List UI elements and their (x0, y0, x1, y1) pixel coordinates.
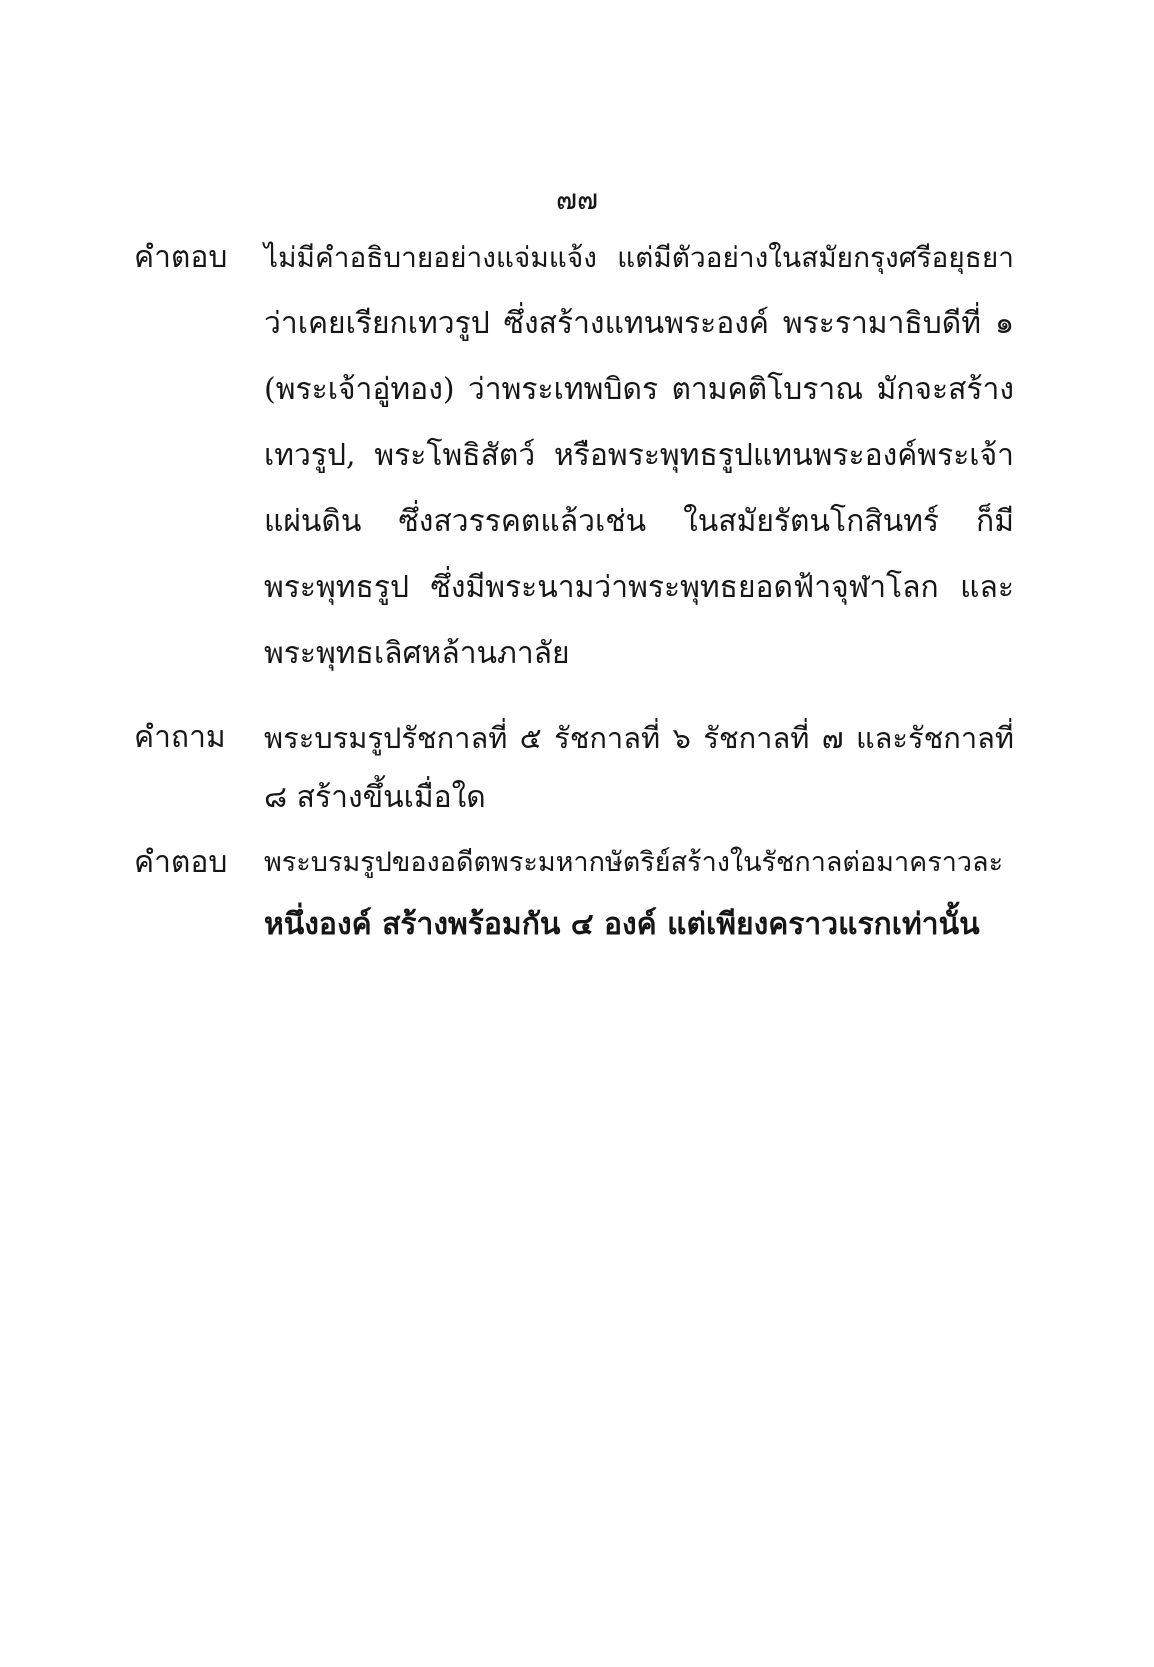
text-line: ว่าเคยเรียกเทวรูป ซึ่งสร้างแทนพระองค์ พระรามาธิบดีที่ ๑ (264, 306, 1014, 341)
text-line: พระบรมรูปของอดีตพระมหากษัตริย์สร้างในรัชกาลต่อมาคราวละ (264, 847, 1004, 878)
text-line: ๘ สร้างขึ้นเมื่อใด (264, 780, 486, 815)
page-number: ๗๗ (555, 183, 599, 216)
text-line: แผ่นดิน ซึ่งสวรรคตแล้วเช่น ในสมัยรัตนโกสินทร์ ก็มี (264, 504, 1014, 539)
text-line: พระบรมรูปรัชกาลที่ ๕ รัชกาลที่ ๖ รัชกาลที่ ๗ และรัชกาลที่ (264, 721, 1014, 755)
text-line: เทวรูป, พระโพธิสัตว์ หรือพระพุทธรูปแทนพระองค์พระเจ้า (264, 438, 1014, 473)
answer-text (264, 832, 1014, 956)
text-line: หนึ่งองค์ สร้างพร้อมกัน ๔ องค์ แต่เพียงคราวแรกเท่านั้น (264, 907, 980, 942)
answer-text (264, 225, 1014, 687)
question-text (264, 708, 1014, 828)
question-label: คำถาม (134, 720, 226, 755)
text-line: พระพุทธรูป ซึ่งมีพระนามว่าพระพุทธยอดฟ้าจุฬาโลก และ (264, 570, 1014, 605)
text-line: (พระเจ้าอู่ทอง) ว่าพระเทพบิดร ตามคติโบราณ มักจะสร้าง (264, 372, 1014, 407)
text-line: ไม่มีคำอธิบายอย่างแจ่มแจ้ง แต่มีตัวอย่างในสมัยกรุงศรีอยุธยา (264, 241, 1014, 274)
text-line: พระพุทธเลิศหล้านภาลัย (264, 636, 570, 671)
answer-label: คำตอบ (134, 240, 228, 275)
answer-label: คำตอบ (134, 845, 228, 880)
